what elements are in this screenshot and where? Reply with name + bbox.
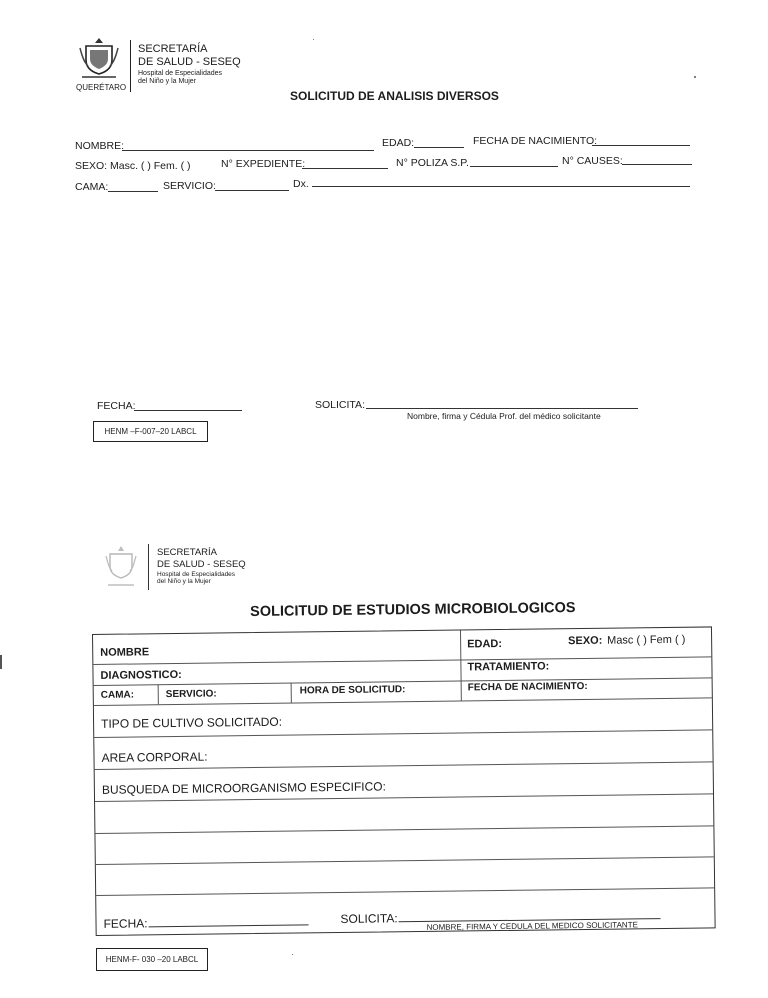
header-salud: DE SALUD - SESEQ xyxy=(138,56,241,68)
form1-nombre-field[interactable] xyxy=(122,150,374,151)
header-hospital-line1: Hospital de Especialidades xyxy=(138,70,223,77)
form1-edad-label: EDAD: xyxy=(382,137,415,149)
form2-fecha-nacimiento-label: FECHA DE NACIMIENTO: xyxy=(467,680,588,694)
form1-nombre-label: NOMBRE: xyxy=(75,140,125,152)
form1-sexo[interactable]: SEXO: Masc. ( ) Fem. ( ) xyxy=(75,160,191,172)
form2-area-corporal-label: AREA CORPORAL: xyxy=(101,749,208,765)
form2-tratamiento-label: TRATAMIENTO: xyxy=(467,660,550,674)
header2-hospital-line1: Hospital de Especialidades xyxy=(157,571,236,578)
header2-divider xyxy=(148,544,149,590)
form1-code-box xyxy=(93,421,208,442)
header2-salud: DE SALUD - SESEQ xyxy=(157,559,246,570)
state-crest-logo xyxy=(78,36,120,80)
form2-solicita-caption: NOMBRE, FIRMA Y CEDULA DEL MEDICO SOLICITANTE xyxy=(426,920,638,932)
form2-sexo-label: SEXO: xyxy=(568,634,603,648)
form2-code: HENM-F- 030 –20 LABCL xyxy=(105,955,199,964)
scan-speck xyxy=(694,76,696,78)
form2-table xyxy=(92,626,716,936)
form2-solicita-label: SOLICITA: xyxy=(340,911,398,926)
form2-tipo-cultivo-label: TIPO DE CULTIVO SOLICITADO: xyxy=(101,714,283,731)
form1-solicita-caption: Nombre, firma y Cédula Prof. del médico solicitante xyxy=(407,411,601,421)
form1-solicita-field[interactable] xyxy=(366,408,638,409)
form1-cama-field[interactable] xyxy=(108,191,158,192)
form2-edad-label: EDAD: xyxy=(467,637,503,651)
form1-fecha-nacimiento-label: FECHA DE NACIMIENTO: xyxy=(473,135,598,147)
form1-title: SOLICITUD DE ANALISIS DIVERSOS xyxy=(290,89,499,103)
scan-speck xyxy=(0,655,2,669)
form1-poliza-label: N° POLIZA S.P. xyxy=(396,157,469,169)
form2-fecha-label: FECHA: xyxy=(103,916,148,931)
form1-expediente-label: N° EXPEDIENTE: xyxy=(221,158,306,170)
form2-title: SOLICITUD DE ESTUDIOS MICROBIOLOGICOS xyxy=(250,600,576,620)
form2-servicio-label: SERVICIO: xyxy=(165,688,217,701)
form1-dx-label: Dx. xyxy=(293,178,309,190)
form1-dx-field[interactable] xyxy=(312,186,690,187)
form1-code: HENM –F-007–20 LABCL xyxy=(104,427,197,436)
form1-cama-label: CAMA: xyxy=(75,181,109,193)
scan-speck xyxy=(292,954,293,955)
header-hospital-line2: del Niño y la Mujer xyxy=(138,78,196,85)
form1-causes-field[interactable] xyxy=(622,164,692,165)
form2-nombre-label: NOMBRE xyxy=(100,646,150,659)
header-secretaria: SECRETARÍA xyxy=(138,43,208,55)
form1-servicio-label: SERVICIO: xyxy=(163,180,216,192)
form2-code-box xyxy=(96,948,208,971)
form1-solicita-label: SOLICITA: xyxy=(315,399,365,411)
form1-poliza-field[interactable] xyxy=(470,166,558,167)
form2-fecha-field[interactable] xyxy=(149,924,309,927)
form2-diagnostico-label: DIAGNOSTICO: xyxy=(100,668,182,682)
form2-hora-label: HORA DE SOLICITUD: xyxy=(299,684,406,697)
form1-expediente-field[interactable] xyxy=(302,168,388,169)
form1-edad-field[interactable] xyxy=(414,147,464,148)
form1-servicio-field[interactable] xyxy=(215,190,289,191)
header2-hospital-line2: del Niño y la Mujer xyxy=(157,578,211,585)
scan-speck xyxy=(313,39,314,40)
form2-cama-label: CAMA: xyxy=(100,689,135,701)
form1-causes-label: N° CAUSES: xyxy=(562,155,623,167)
form1-fecha-nacimiento-field[interactable] xyxy=(592,145,690,146)
header-divider xyxy=(130,40,131,92)
form1-fecha-label: FECHA: xyxy=(97,400,136,412)
form1-fecha-field[interactable] xyxy=(134,410,242,411)
state-name: QUERÉTARO xyxy=(76,83,127,92)
state-crest-logo-faded xyxy=(104,544,138,588)
form2-busqueda-label: BUSQUEDA DE MICROORGANISMO ESPECIFICO: xyxy=(101,779,387,797)
header2-secretaria: SECRETARÍA xyxy=(157,547,218,558)
form2-sexo-options[interactable]: Masc ( ) Fem ( ) xyxy=(607,633,686,647)
